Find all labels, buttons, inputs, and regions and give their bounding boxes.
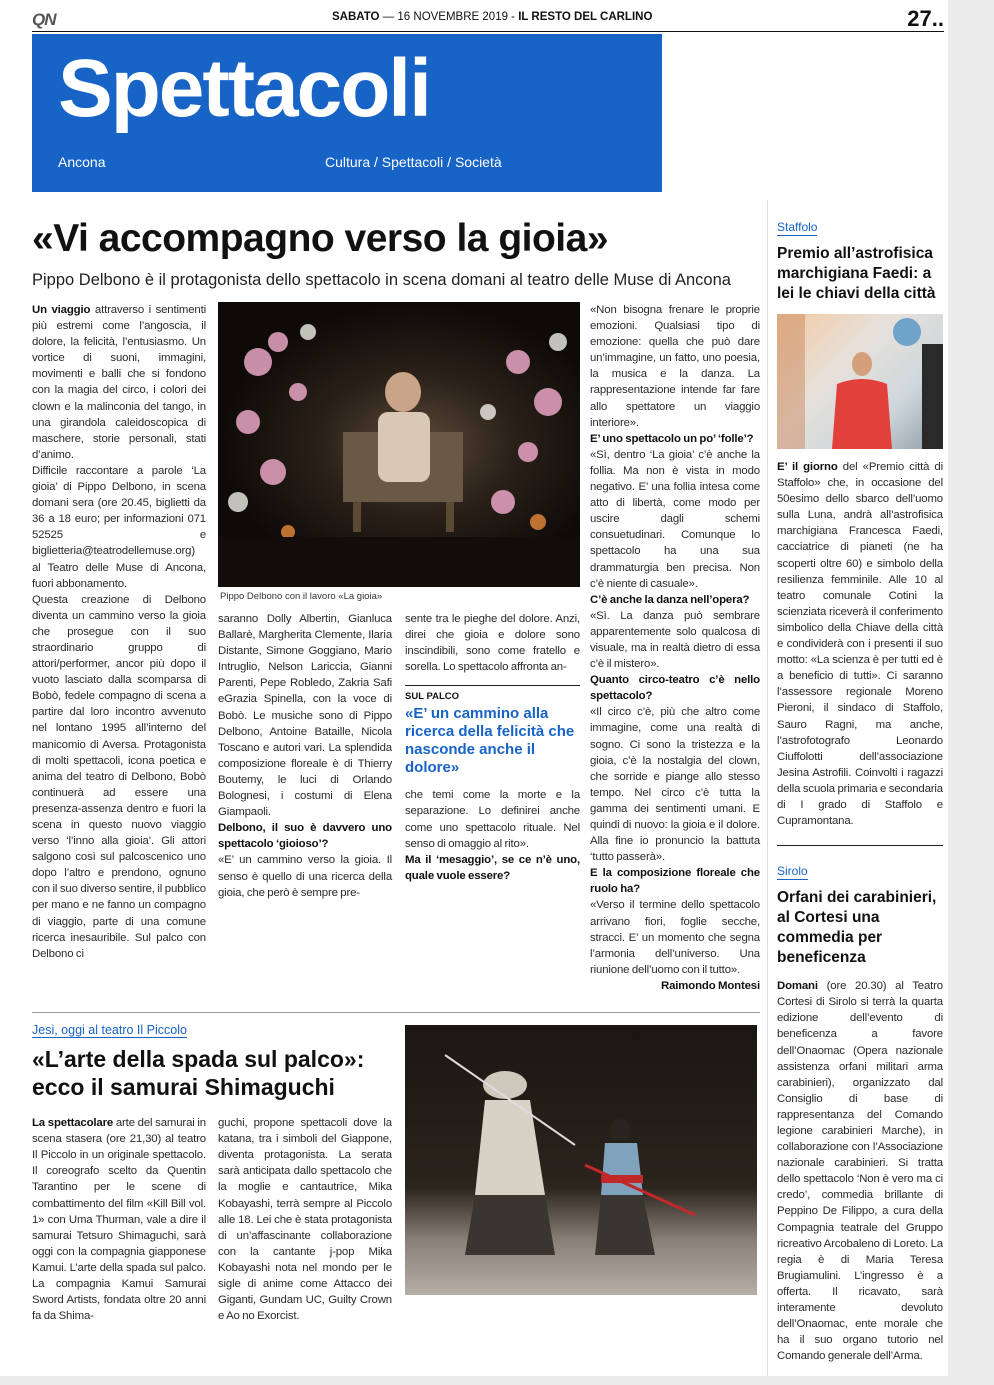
paragraph (32, 302, 206, 463)
page-number: 27.. (907, 6, 944, 31)
paragraph-text: Questa creazione di Delbono diventa un cammino verso la gioia che prosegue con il suo straordinario gruppo di attori/performer, ancor più dopo il vuoto lasciato dalla scomparsa di Bobò, fedele compagno di scena a partire dal loro incontro avvenuto nel lontano 1995 all’interno del manicomio di Aversa. Protagonista di molti spettacoli, icona poetica e anima del teatro di Delbono, Bobò continuerà ad essere una presenza-assenza dentro e fuori la scena in questo nuovo viaggio verso ‘l’inno alla gioia’. Gli attori salgono così sul palcoscenico uno dopo l’altro e prendono, ognuno con il suo diverso sentire, il pubblico per mano e ne fanno un compagno di viaggio, parte di una comune ricerca inesauribile. Sul palco con Delbono ci (32, 593, 206, 960)
dateline-date: — 16 NOVEMBRE 2019 - (382, 11, 516, 23)
paragraph-text: attraverso i sentimenti più estremi come l’angoscia, il dolore, la felicità, l’entusiasmo. Un vortice di suoni, immagini, movimenti e balli che si fondono con la magia del circo, i colori dei clown e la malinconia del tango, in una girandola caleidoscopica di maschere, storie personali, stati d’animo. (32, 304, 206, 461)
paragraph (32, 1115, 206, 1324)
paragraph-text: «Sì. La danza può sembrare apparentemente solo qualcosa di visuale, ma in realtà dietro di essa c’è il mistero». (590, 609, 760, 671)
sidebar-divider (777, 845, 943, 846)
paragraph-text: «Il circo c’è, più che altro come immagine, come una realtà di sogno. Ci sono la tristezza e la gioia, c’è la nostalgia del clown, che sorride e piange allo stesso tempo. Nel circo c’è tutta la gamma dei sentimenti umani. E quindi di nuovo: la gioia e il dolore. Alla fine io pronuncio la battuta ‘tutto passerà». (590, 706, 760, 864)
paragraph (590, 302, 760, 431)
middle-columns (218, 611, 580, 901)
main-content (32, 0, 760, 1324)
paragraph-text: «Verso il termine dello spettacolo arrivano fiori, foglie secche, stracci. E’ un momento che segna l’armonia dell’universo. Una riunione dell’uomo con il tutto». (590, 899, 760, 976)
bottom-headline: «L’arte della spada sul palco»: ecco il samurai Shimaguchi (32, 1046, 365, 1101)
paragraph-text: «Non bisogna frenare le proprie emozioni. Qualsiasi tipo di emozione: quella che può dare un’immagine, un fatto, uno poesia, la musica e la danza. La rappresentazione intende far fare allo spettatore un viaggio interiore». (590, 304, 760, 429)
sidebar-text-staffolo (777, 459, 943, 829)
paragraph (218, 611, 392, 820)
samurai-photo (405, 1025, 757, 1295)
paragraph-text: arte del samurai in scena stasera (ore 21,30) al teatro Il Piccolo in un originale spettacolo. Il coreografo scelto da Quentin Tarantino per le scene di combattimento del film «Kill Bill vol. 1» con Uma Thurman, vale a dire il samurai Tetsuro Shimaguchi, sarà oggi con la compagnia giapponese Kamui. L’arte della spada sul palco. La compagnia Kamui Samurai Sword Artists, fondata oltre 20 anni fa da Shima- (32, 1117, 206, 1323)
paragraph (590, 897, 760, 977)
article-middle (218, 302, 580, 901)
main-subhead: Pippo Delbono è il protagonista dello spettacolo in scena domani al teatro delle Muse di Ancona (32, 271, 731, 289)
article-column-4 (590, 302, 760, 994)
column-divider (767, 200, 768, 1376)
interview-question: E la composizione floreale che ruolo ha? (590, 867, 760, 896)
paragraph-text: Difficile raccontare a parole ‘La gioia’ di Pippo Delbono, in scena domani sera (ore 20.45, biglietti da 36 a 18 euro; per informazioni 071 52525 e biglietteria@teatrodellemuse.org) al Teatro delle Muse di Ancona, fuori abbonamento. (32, 464, 206, 590)
paragraph (590, 704, 760, 865)
sidebar-text-sirolo (777, 978, 943, 1364)
lead-in: E’ il giorno (777, 461, 838, 473)
photo-illustration (777, 314, 943, 449)
paragraph (32, 463, 206, 592)
paragraph-text: del «Premio città di Staffolo» che, in occasione del 50esimo dello sbarco dell’uomo sulla Luna, andrà all’astrofisica marchigiana Francesca Faedi, cacciatrice di pianeti (ne ha scoperti oltre 60) e simbolo della resilienza femminile. Alle 10 al teatro comunale Cotini la scienziata riceverà il conferimento simbolico della Chiave della città e condividerà con i presenti il suo motto: «La scienza è per tutti ed è a beneficio di tutti». Ci saranno l’assessore regionale Moreno Pieroni, il sindaco di Staffolo, Sauro Ragni, ma anche, l’astrofotografo Leonardo Ciuffolotti dell’associazione Jesina Astrofili. Coinvolti i ragazzi della scuola primaria e secondaria di I grado di Staffolo e Cupramontana. (777, 461, 943, 828)
paragraph (218, 852, 392, 900)
paragraph (777, 459, 943, 829)
delbono-stage-photo (218, 302, 580, 587)
sidebar-title: Premio all’astrofisica marchigiana Faedi: a lei le chiavi della città (777, 245, 936, 302)
paragraph (32, 592, 206, 962)
article-column-2 (218, 611, 392, 901)
sidebar-title: Orfani dei carabinieri, al Cortesi una commedia per beneficenza (777, 889, 937, 967)
qn-logo: QN (32, 10, 56, 29)
lead-in: Domani (777, 980, 818, 993)
photo-illustration (405, 1025, 757, 1295)
paragraph (405, 787, 580, 851)
dateline-day: SABATO (332, 11, 380, 23)
interview-question: Delbono, il suo è davvero uno spettacolo ‘gioioso’? (218, 822, 392, 851)
bottom-column-1 (32, 1115, 206, 1324)
paragraph (590, 447, 760, 592)
article-column-1 (32, 302, 206, 962)
bottom-columns (32, 1115, 392, 1324)
section-title: Spettacoli (58, 43, 430, 134)
pull-quote: «E’ un cammino alla ricerca della felicità che nasconde anche il dolore» (405, 705, 575, 777)
main-headline: «Vi accompagno verso la gioia» (32, 217, 609, 260)
author-byline: Raimondo Montesi (661, 979, 760, 992)
photo-illustration (218, 302, 580, 587)
paragraph (590, 608, 760, 672)
paragraph-text: che temi come la morte e la separazione. Lo definirei anche come uno spettacolo rituale. Nel senso di omaggio al rito». (405, 789, 580, 850)
section-tags: Cultura / Spettacoli / Società (325, 154, 502, 170)
article-column-3-bottom (405, 787, 580, 884)
bottom-text (32, 1013, 392, 1324)
lead-in: La spettacolare (32, 1117, 114, 1130)
paragraph-text: (ore 20.30) al Teatro Cortesi di Sirolo si terrà la quarta edizione dell’evento di beneficenza a favore dell’Onaomac (Opera nazionale assistenza orfani militari arma carabinieri), organizzato dal Consiglio di base di rappresentanza del Comando legione carabinieri Marche), in collaborazione con l’Associazione nazionale carabinieri. Si tratta dello spettacolo ‘Non è vero ma ci credo’, commedia brillante di Peppino De Filippo, a cura della Compagnia teatrale del Gruppo ricreativo Arcobaleno di Loreto. La regia è di Maria Teresa Brugiamulini. L’ingresso è a offerta. Il ricavato, sarà interamente devoluto dell’Onaomac, ente morale che ha il suo organo tutorio nel Comando generale dell’Arma. (777, 980, 943, 1363)
sidebar-article-staffolo (777, 218, 943, 829)
sidebar (777, 218, 943, 1364)
faedi-photo (777, 314, 943, 449)
bottom-story (32, 1012, 760, 1324)
bottom-row (32, 1013, 760, 1324)
box-divider (405, 685, 580, 686)
box-kicker: SUL PALCO (405, 691, 460, 703)
section-city: Ancona (58, 154, 106, 170)
sidebar-label: Staffolo (777, 220, 818, 234)
main-article (32, 302, 760, 994)
lead-in: Un viaggio (32, 304, 91, 316)
sidebar-label: Sirolo (777, 864, 808, 879)
photo-caption: Pippo Delbono con il lavoro «La gioia» (220, 591, 383, 602)
paper-name: IL RESTO DEL CARLINO (518, 11, 653, 23)
bottom-label: Jesi, oggi al teatro Il Piccolo (32, 1023, 187, 1038)
sidebar-article-sirolo (777, 862, 943, 1364)
article-column-3-top: sente tra le pieghe del dolore. Anzi, direi che gioia e dolore sono inscindibili, sono come fratello e sorella. Lo spettacolo affronta an- (405, 613, 580, 674)
paragraph-text: «E’ un cammino verso la gioia. Il senso è quello di una ricerca della gioia, che però è sempre pre- (218, 854, 392, 899)
article-column-3 (405, 611, 580, 884)
interview-question: Quanto circo-teatro c’è nello spettacolo? (590, 674, 760, 703)
paragraph-text: saranno Dolly Albertin, Gianluca Ballarè, Margherita Clemente, Ilaria Distante, Simone Goggiano, Mario Intruglio, Nelson Lariccia, Gianni Parenti, Pepe Robledo, Zakria Safi eGrazia Spinella, con la voce di Bobò. Le musiche sono di Pippo Delbono, Antoine Bataille, Nicola Toscano e autori vari. La splendida composizione floreale è di Thierry Boutemy, le luci di Orlando Bolognesi, i costumi di Elena Giampaoli. (218, 613, 392, 819)
interview-question: E’ uno spettacolo un po’ ‘folle’? (590, 432, 754, 445)
bottom-column-2: guchi, propone spettacoli dove la katana, tra i simboli del Giappone, diventa protagonista. La serata sarà anticipata dallo spettacolo che la moglie e cantautrice, Mika Kobayashi, terrà sempre al Piccolo alle 18. Lei che è stata protagonista di un’affascinante collaborazione con la cantante j-pop Mika Kobayashi nota nel mondo per le sigle di anime come Attacco dei Giganti, Gundam UC, Guilty Crown e Ao no Exorcist. (218, 1117, 392, 1323)
interview-question: C’è anche la danza nell’opera? (590, 593, 750, 606)
paragraph-text: «Sì, dentro ‘La gioia’ c’è anche la follia. Ma non è vista in modo negativo. E’ una follia intesa come atto di libertà, come modo per uscire dagli schemi consuetudinari. Comunque lo spettacolo ha una sua drammaturgia ben precisa. Non c’è niente di casuale». (590, 448, 760, 590)
interview-question: Ma il ‘mesaggio’, se ce n’è uno, quale vuole essere? (405, 853, 580, 882)
paragraph (777, 978, 943, 1364)
